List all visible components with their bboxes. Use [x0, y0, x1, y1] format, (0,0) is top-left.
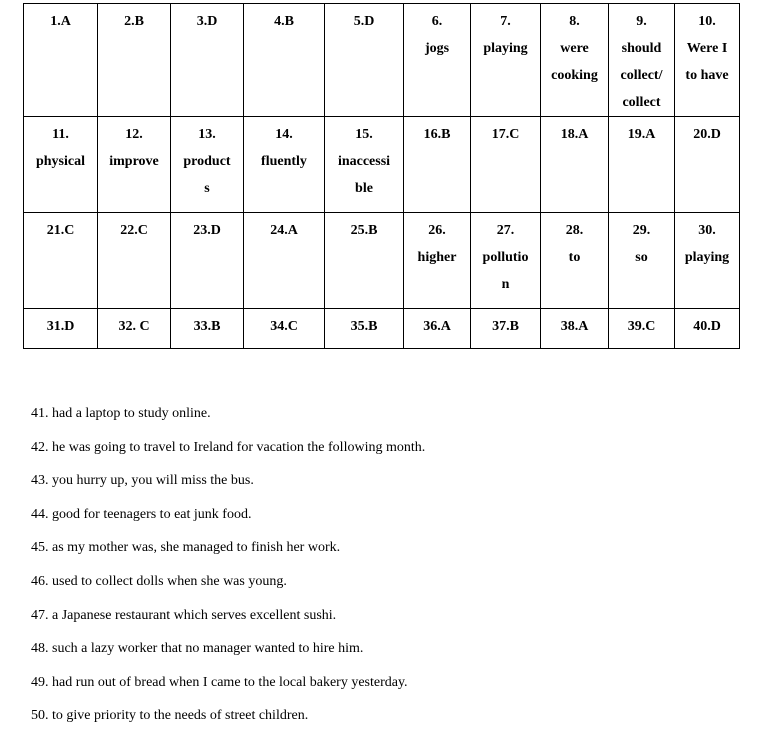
answer-cell: 30. playing [675, 213, 740, 309]
answer-cell: 22.C [98, 213, 171, 309]
sentence-answer: 49. had run out of bread when I came to the local bakery yesterday. [31, 674, 408, 690]
table-row [24, 117, 740, 213]
answer-cell: 21.C [24, 213, 98, 309]
answer-cell: 3.D [171, 4, 244, 117]
answer-key-table [23, 3, 740, 349]
answer-cell: 40.D [675, 309, 740, 349]
answer-cell: 2.B [98, 4, 171, 117]
answer-cell: 11. physical [24, 117, 98, 213]
answer-cell: 18.A [541, 117, 609, 213]
answer-cell: 28. to [541, 213, 609, 309]
sentence-answer: 42. he was going to travel to Ireland for vacation the following month. [31, 439, 426, 455]
answer-cell: 10. Were I to have [675, 4, 740, 117]
answer-cell: 17.C [471, 117, 541, 213]
sentence-answer: 44. good for teenagers to eat junk food. [31, 506, 252, 522]
sentence-answer: 50. to give priority to the needs of street children. [31, 708, 309, 724]
sentence-answers [31, 400, 425, 736]
answer-cell: 9. should collect/ collect [609, 4, 675, 117]
answer-cell: 5.D [325, 4, 404, 117]
sentence-answer: 47. a Japanese restaurant which serves excellent sushi. [31, 607, 337, 623]
answer-cell: 7. playing [471, 4, 541, 117]
answer-cell: 33.B [171, 309, 244, 349]
answer-cell: 32. C [98, 309, 171, 349]
answer-cell: 37.B [471, 309, 541, 349]
answer-cell: 34.C [244, 309, 325, 349]
answer-cell: 16.B [404, 117, 471, 213]
sentence-answer: 46. used to collect dolls when she was young. [31, 573, 287, 589]
answer-cell: 36.A [404, 309, 471, 349]
answer-cell: 26. higher [404, 213, 471, 309]
answer-cell: 14. fluently [244, 117, 325, 213]
sentence-answer: 41. had a laptop to study online. [31, 406, 211, 421]
sentence-answer: 48. such a lazy worker that no manager wanted to hire him. [31, 641, 364, 657]
answer-cell: 35.B [325, 309, 404, 349]
answer-cell: 1.A [24, 4, 98, 117]
sentence-answer: 43. you hurry up, you will miss the bus. [31, 473, 254, 489]
table-row [24, 4, 740, 117]
answer-cell: 38.A [541, 309, 609, 349]
answer-cell: 23.D [171, 213, 244, 309]
answer-cell: 15. inaccessi ble [325, 117, 404, 213]
table-row [24, 309, 740, 349]
answer-cell: 25.B [325, 213, 404, 309]
answer-cell: 19.A [609, 117, 675, 213]
answer-cell: 31.D [24, 309, 98, 349]
answer-cell: 27. pollutio n [471, 213, 541, 309]
sentence-answer: 45. as my mother was, she managed to finish her work. [31, 540, 341, 556]
answer-cell: 6. jogs [404, 4, 471, 117]
answer-cell: 39.C [609, 309, 675, 349]
answer-cell: 29. so [609, 213, 675, 309]
answer-cell: 24.A [244, 213, 325, 309]
answer-cell: 13. product s [171, 117, 244, 213]
answer-cell: 12. improve [98, 117, 171, 213]
answer-cell: 8. were cooking [541, 4, 609, 117]
answer-cell: 4.B [244, 4, 325, 117]
answer-cell: 20.D [675, 117, 740, 213]
table-row [24, 213, 740, 309]
